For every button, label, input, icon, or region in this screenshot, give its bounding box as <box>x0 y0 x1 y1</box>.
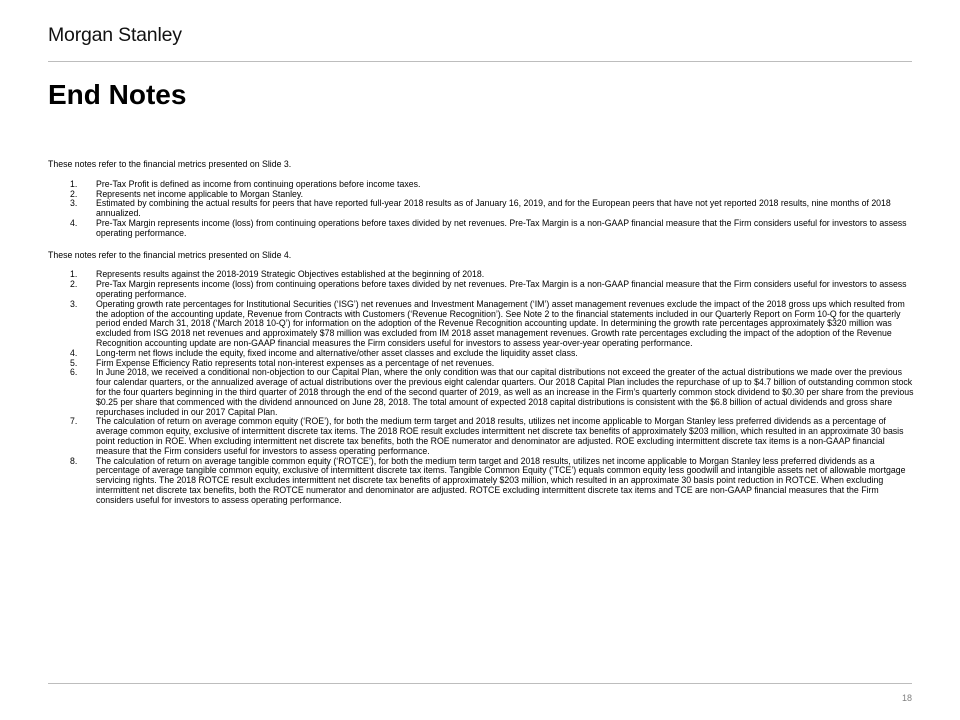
note-number: 2. <box>70 188 78 199</box>
note-number: 1. <box>70 178 78 189</box>
section-intro: These notes refer to the financial metrics presented on Slide 4. <box>48 249 292 260</box>
note-text: Pre-Tax Profit is defined as income from continuing operations before income taxes. <box>96 178 421 189</box>
notes-list <box>48 270 918 505</box>
note-text: Operating growth rate percentages for Institutional Securities (‘ISG’) net revenues and Investment Management (‘IM’) asset management revenues exclude the impact of the 2018 gross ups which resulted from the adoption of the accounting update, Revenue from Contracts with Customers (‘Revenue Recognition’). See Note 2 to the financial statements included in our Quarterly Report on Form 10-Q for the quarterly period ended March 31, 2018 (‘March 2018 10-Q’) for information on the adoption of the Revenue Recognition accounting update. In determining the growth rate percentages approximately $320 million was excluded from ISG 2018 net revenues and approximately $78 million was excluded from IM 2018 asset management revenues. Growth rate percentages excluding the impact of the adoption of the Revenue Recognition accounting update are non-GAAP financial measures the Firm considers useful for investors to assess year-over-year operating performance. <box>96 298 905 348</box>
note-item <box>48 199 918 219</box>
note-item <box>48 457 918 506</box>
note-number: 1. <box>70 269 78 280</box>
notes-list <box>48 180 918 239</box>
note-text: Represents results against the 2018-2019 Strategic Objectives established at the beginning of 2018. <box>96 269 485 280</box>
note-item <box>48 368 918 417</box>
page-number: 18 <box>901 693 912 703</box>
note-item <box>48 300 918 349</box>
morgan-stanley-logo: Morgan Stanley <box>48 24 182 46</box>
note-text: Firm Expense Efficiency Ratio represents total non-interest expenses as a percentage of net revenues. <box>96 357 495 368</box>
note-number: 5. <box>70 357 78 368</box>
note-number: 2. <box>70 279 78 290</box>
note-text: Represents net income applicable to Morgan Stanley. <box>96 188 304 199</box>
note-text: In June 2018, we received a conditional non-objection to our Capital Plan, where the only condition was that our capital distributions not exceed the greater of the actual distributions we made over the previous four calendar quarters, or the annualized average of actual distributions over the previous eight calendar quarters. Our 2018 Capital Plan includes the repurchase of up to $4.7 billion of outstanding common stock for the four quarters beginning in the third quarter of 2018 through the end of the second quarter of 2019, as well as an increase in the Firm’s quarterly common stock dividend to $0.30 per share from the previous $0.25 per share that commenced with the dividend announced on June 28, 2018. The total amount of expected 2018 capital distributions is consistent with the $6.8 billion of actual dividends and gross share repurchases included in our 2017 Capital Plan. <box>96 367 914 417</box>
note-number: 6. <box>70 367 78 378</box>
note-number: 4. <box>70 347 78 358</box>
note-text: Estimated by combining the actual results for peers that have reported full-year 2018 results as of January 16, 2019, and for the European peers that have not yet reported 2018 results, nine months of 2018 annualized. <box>96 198 891 219</box>
note-text: Long-term net flows include the equity, fixed income and alternative/other asset classes and exclude the liquidity asset class. <box>96 347 578 358</box>
note-text: The calculation of return on average tangible common equity (‘ROTCE’), for both the medium term target and 2018 results, utilizes net income applicable to Morgan Stanley less preferred dividends as a percentage of average tangible common equity, exclusive of intermittent discrete tax items. Tangible Common Equity (‘TCE’) equals common equity less goodwill and intangible assets net of allowable mortgage servicing rights. The 2018 ROTCE result excludes intermittent net discrete tax benefits of approximately $203 million, which resulted in an approximate 30 basis point reduction in ROTCE. When excluding intermittent net discrete tax benefits, both the ROTCE numerator and denominator are adjusted. ROTCE excluding intermittent discrete tax items and TCE are non-GAAP financial measures that the Firm considers useful for investors to assess operating performance. <box>96 455 906 505</box>
note-item <box>48 417 918 456</box>
note-number: 3. <box>70 298 78 309</box>
note-item <box>48 219 918 239</box>
end-notes-body <box>48 160 918 518</box>
note-text: The calculation of return on average common equity (‘ROE’), for both the medium term target and 2018 results, utilizes net income applicable to Morgan Stanley less preferred dividends as a percentage of average common equity, exclusive of intermittent discrete tax items. The 2018 ROE result excludes intermittent net discrete tax benefits of approximately $203 million, which resulted in an approximate 30 basis point reduction in ROE. When excluding intermittent net discrete tax benefits, both the ROE numerator and denominator are adjusted. ROE excluding intermittent discrete tax items is a non-GAAP financial measure that the Firm considers useful for investors to assess operating performance. <box>96 416 904 456</box>
note-number: 3. <box>70 198 78 209</box>
page-title: End Notes <box>48 79 187 110</box>
header-divider <box>48 61 912 62</box>
footer-divider <box>48 683 912 684</box>
note-text: Pre-Tax Margin represents income (loss) from continuing operations before taxes divided by net revenues. Pre-Tax Margin is a non-GAAP financial measure that the Firm considers useful for investors to assess operating performance. <box>96 279 907 299</box>
note-item <box>48 280 918 300</box>
note-number: 4. <box>70 217 78 228</box>
note-number: 7. <box>70 416 78 427</box>
note-text: Pre-Tax Margin represents income (loss) from continuing operations before taxes divided by net revenues. Pre-Tax Margin is a non-GAAP financial measure that the Firm considers useful for investors to assess operating performance. <box>96 217 907 238</box>
note-number: 8. <box>70 455 78 466</box>
section-intro: These notes refer to the financial metrics presented on Slide 3. <box>48 159 292 169</box>
